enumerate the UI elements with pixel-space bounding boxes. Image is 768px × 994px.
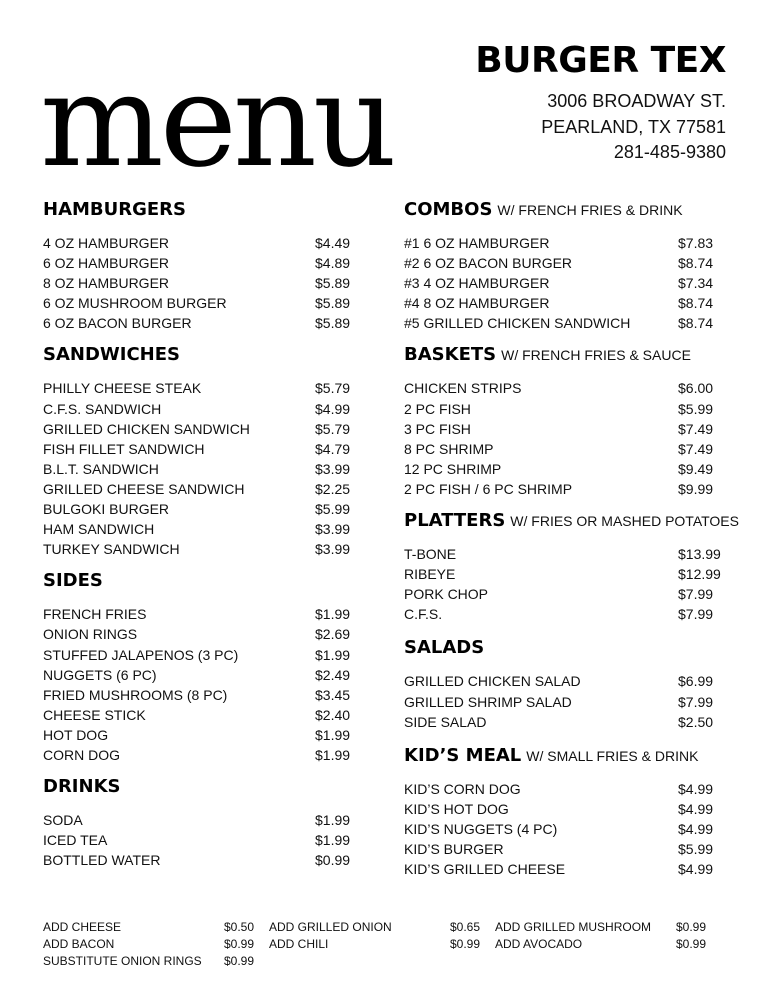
section-subtitle: W/ FRENCH FRIES & SAUCE (501, 347, 691, 364)
menu-item (404, 819, 722, 839)
menu-item (404, 293, 722, 313)
item-name: KID’S GRILLED CHEESE (404, 861, 566, 878)
item-name: C.F.S. SANDWICH (43, 400, 162, 417)
menu-item (404, 439, 722, 459)
item-name: #3 4 OZ HAMBURGER (404, 275, 550, 292)
item-price: $1.99 (315, 726, 351, 743)
item-name: #1 6 OZ HAMBURGER (404, 235, 550, 251)
menu-item (43, 253, 353, 273)
item-price: $4.49 (315, 235, 351, 251)
item-name: #4 8 OZ HAMBURGER (404, 295, 550, 312)
section-title: DRINKS (43, 776, 121, 798)
item-price: $4.99 (678, 800, 714, 817)
item-price: $5.99 (678, 840, 714, 857)
section-title: KID’S MEAL (404, 744, 522, 766)
menu-item (43, 745, 353, 765)
item-name: T-BONE (404, 546, 457, 563)
menu-item (43, 725, 353, 745)
section-header (43, 344, 353, 371)
item-price: $1.99 (315, 646, 351, 663)
menu-item (404, 779, 722, 799)
addon-price: $0.99 (676, 936, 707, 951)
item-name: 3 PC FISH (404, 420, 471, 437)
menu-item (43, 233, 353, 253)
item-price: $7.49 (678, 440, 714, 457)
addon-price: $0.50 (224, 920, 255, 934)
menu-item (43, 685, 353, 705)
menu-item (43, 399, 353, 419)
menu-item (43, 459, 353, 479)
menu-item (43, 604, 353, 624)
item-price: $6.99 (678, 673, 714, 690)
item-price: $0.99 (315, 852, 351, 869)
section-title: BASKETS (404, 344, 497, 366)
item-name: 2 PC FISH (404, 400, 471, 417)
menu-item (43, 830, 353, 850)
item-name: BULGOKI BURGER (43, 501, 170, 518)
addon-item (43, 936, 269, 953)
item-name: FISH FILLET SANDWICH (43, 440, 205, 457)
item-price: $2.40 (315, 706, 351, 723)
menu-item (404, 399, 722, 419)
menu-item (43, 293, 353, 313)
section-header (404, 637, 722, 664)
menu-item (43, 479, 353, 499)
item-price: $5.89 (315, 295, 351, 312)
item-name: #2 6 OZ BACON BURGER (404, 255, 573, 272)
item-name: 2 PC FISH / 6 PC SHRIMP (404, 480, 573, 497)
item-name: C.F.S. (404, 606, 443, 623)
menu-item (404, 479, 722, 499)
item-name: KID’S CORN DOG (404, 780, 521, 797)
item-name: GRILLED CHEESE SANDWICH (43, 480, 245, 497)
item-name: CORN DOG (43, 746, 120, 763)
menu-item (404, 671, 722, 691)
item-name: #5 GRILLED CHICKEN SANDWICH (404, 315, 631, 332)
menu-item (404, 419, 722, 439)
menu-item (404, 692, 722, 712)
item-name: GRILLED CHICKEN SANDWICH (43, 420, 250, 437)
item-name: 8 OZ HAMBURGER (43, 275, 170, 292)
menu-item (43, 705, 353, 725)
menu-item (404, 839, 722, 859)
item-price: $3.99 (315, 541, 351, 558)
item-price: $6.00 (678, 380, 714, 397)
item-name: GRILLED SHRIMP SALAD (404, 693, 572, 710)
item-name: SODA (43, 812, 83, 829)
item-price: $4.99 (315, 400, 351, 417)
item-name: HAM SANDWICH (43, 521, 155, 538)
section-subtitle: W/ FRIES OR MASHED POTATOES (510, 513, 739, 530)
menu-item (404, 859, 722, 879)
item-name: 4 OZ HAMBURGER (43, 235, 170, 251)
addon-price: $0.99 (450, 936, 481, 951)
section-baskets (404, 344, 722, 499)
item-price: $8.74 (678, 295, 714, 312)
item-name: PHILLY CHEESE STEAK (43, 380, 202, 397)
menu-item (43, 665, 353, 685)
menu-item (404, 712, 722, 732)
addon-price: $0.99 (224, 936, 255, 951)
item-price: $7.34 (678, 275, 714, 292)
menu-item (43, 313, 353, 333)
addon-item (269, 936, 495, 953)
menu-item (43, 439, 353, 459)
section-sandwiches (43, 344, 353, 559)
section-header (404, 344, 722, 371)
restaurant-info (475, 38, 726, 166)
item-price: $12.99 (678, 566, 721, 583)
menu-item (43, 519, 353, 539)
item-name: KID’S HOT DOG (404, 800, 509, 817)
menu-item (43, 419, 353, 439)
item-price: $2.69 (315, 626, 351, 643)
phone-number: 281-485-9380 (613, 142, 726, 162)
item-price: $7.99 (678, 693, 714, 710)
item-price: $2.49 (315, 666, 351, 683)
item-price: $4.99 (678, 861, 714, 878)
item-price: $8.74 (678, 255, 714, 272)
item-name: 12 PC SHRIMP (404, 460, 502, 477)
item-name: CHICKEN STRIPS (404, 380, 522, 397)
section-hamburgers (43, 199, 353, 333)
item-name: RIBEYE (404, 566, 456, 583)
left-menu-column (43, 199, 353, 881)
section-title: SALADS (404, 637, 485, 659)
item-name: FRIED MUSHROOMS (8 PC) (43, 686, 228, 703)
section-platters (404, 510, 739, 624)
addon-name: ADD CHEESE (43, 920, 122, 934)
section-sides (43, 570, 353, 765)
item-price: $4.79 (315, 440, 351, 457)
item-name: 6 OZ HAMBURGER (43, 255, 170, 272)
item-price: $5.79 (315, 380, 351, 397)
menu-item (43, 810, 353, 830)
menu-item (404, 799, 722, 819)
section-header (404, 199, 722, 226)
item-price: $5.89 (315, 275, 351, 292)
item-price: $9.49 (678, 460, 714, 477)
menu-item (43, 273, 353, 293)
menu-item (404, 459, 722, 479)
section-header (43, 776, 353, 803)
address-line-2: PEARLAND, TX 77581 (541, 116, 726, 137)
item-price: $2.25 (315, 480, 351, 497)
item-name: CHEESE STICK (43, 706, 146, 723)
menu-item (404, 584, 722, 604)
menu-item (404, 273, 722, 293)
addons-section (43, 919, 723, 969)
item-price: $7.99 (678, 586, 714, 603)
section-combos (404, 199, 722, 333)
section-kid-s-meal (404, 745, 722, 879)
menu-item (404, 564, 722, 584)
addon-price: $0.99 (676, 920, 707, 934)
section-subtitle: W/ FRENCH FRIES & DRINK (497, 202, 683, 218)
section-title: SANDWICHES (43, 344, 180, 366)
menu-item (43, 850, 353, 870)
item-name: PORK CHOP (404, 586, 489, 603)
restaurant-name: BURGER TEX (475, 40, 726, 81)
addon-name: ADD GRILLED ONION (269, 920, 392, 934)
address-line-1: 3006 BROADWAY ST. (547, 91, 726, 111)
section-drinks (43, 776, 353, 870)
addon-name: ADD CHILI (269, 936, 329, 951)
section-subtitle: W/ SMALL FRIES & DRINK (526, 747, 699, 764)
addon-row (43, 953, 723, 970)
section-header (404, 510, 739, 537)
menu-item (404, 253, 722, 273)
addon-price: $0.65 (450, 920, 481, 934)
addon-price: $0.99 (224, 953, 255, 968)
menu-item (43, 624, 353, 644)
item-name: KID’S NUGGETS (4 PC) (404, 820, 558, 837)
section-header (43, 199, 353, 226)
addon-name: SUBSTITUTE ONION RINGS (43, 953, 202, 968)
section-title: SIDES (43, 570, 103, 592)
section-title: COMBOS (404, 199, 493, 220)
item-name: 8 PC SHRIMP (404, 440, 494, 457)
item-price: $4.99 (678, 780, 714, 797)
item-name: HOT DOG (43, 726, 109, 743)
item-name: SIDE SALAD (404, 713, 487, 730)
item-price: $1.99 (315, 606, 351, 623)
item-price: $13.99 (678, 546, 721, 563)
item-price: $1.99 (315, 746, 351, 763)
item-name: GRILLED CHICKEN SALAD (404, 673, 581, 690)
item-price: $5.99 (678, 400, 714, 417)
right-menu-column (404, 199, 739, 890)
item-price: $8.74 (678, 315, 714, 332)
item-name: BOTTLED WATER (43, 852, 161, 869)
item-price: $3.45 (315, 686, 351, 703)
addon-item (43, 919, 269, 936)
menu-title: menu (40, 47, 393, 196)
item-name: NUGGETS (6 PC) (43, 666, 157, 683)
menu-item (43, 378, 353, 398)
item-name: ONION RINGS (43, 626, 138, 643)
addon-item (495, 919, 716, 936)
addon-name: ADD AVOCADO (495, 936, 583, 951)
item-price: $5.99 (315, 501, 351, 518)
menu-item (43, 539, 353, 559)
section-header (43, 570, 353, 597)
menu-item (43, 499, 353, 519)
item-name: B.L.T. SANDWICH (43, 460, 159, 477)
item-price: $2.50 (678, 713, 714, 730)
section-header (404, 745, 722, 772)
addon-name: ADD BACON (43, 936, 115, 951)
item-price: $3.99 (315, 521, 351, 538)
item-name: FRENCH FRIES (43, 606, 147, 623)
item-name: STUFFED JALAPENOS (3 PC) (43, 646, 239, 663)
menu-item (404, 604, 722, 624)
menu-item (43, 645, 353, 665)
item-price: $5.79 (315, 420, 351, 437)
item-price: $7.49 (678, 420, 714, 437)
menu-item (404, 233, 722, 253)
item-name: 6 OZ MUSHROOM BURGER (43, 295, 227, 312)
addon-row (43, 936, 723, 953)
item-price: $7.83 (678, 235, 714, 251)
menu-item (404, 544, 722, 564)
item-price: $4.99 (678, 820, 714, 837)
item-price: $9.99 (678, 480, 714, 497)
item-price: $1.99 (315, 832, 351, 849)
addon-name: ADD GRILLED MUSHROOM (495, 920, 652, 934)
section-salads (404, 637, 722, 731)
section-title: HAMBURGERS (43, 199, 186, 220)
item-name: TURKEY SANDWICH (43, 541, 180, 558)
item-price: $7.99 (678, 606, 714, 623)
item-price: $5.89 (315, 315, 351, 332)
addon-item (43, 953, 269, 970)
item-price: $4.89 (315, 255, 351, 272)
item-name: KID’S BURGER (404, 840, 504, 857)
item-price: $1.99 (315, 812, 351, 829)
addon-item (495, 936, 716, 953)
menu-item (404, 378, 722, 398)
section-title: PLATTERS (404, 510, 506, 532)
item-price: $3.99 (315, 460, 351, 477)
addon-row (43, 919, 723, 936)
item-name: 6 OZ BACON BURGER (43, 315, 192, 332)
item-name: ICED TEA (43, 832, 108, 849)
menu-item (404, 313, 722, 333)
addon-item (269, 919, 495, 936)
